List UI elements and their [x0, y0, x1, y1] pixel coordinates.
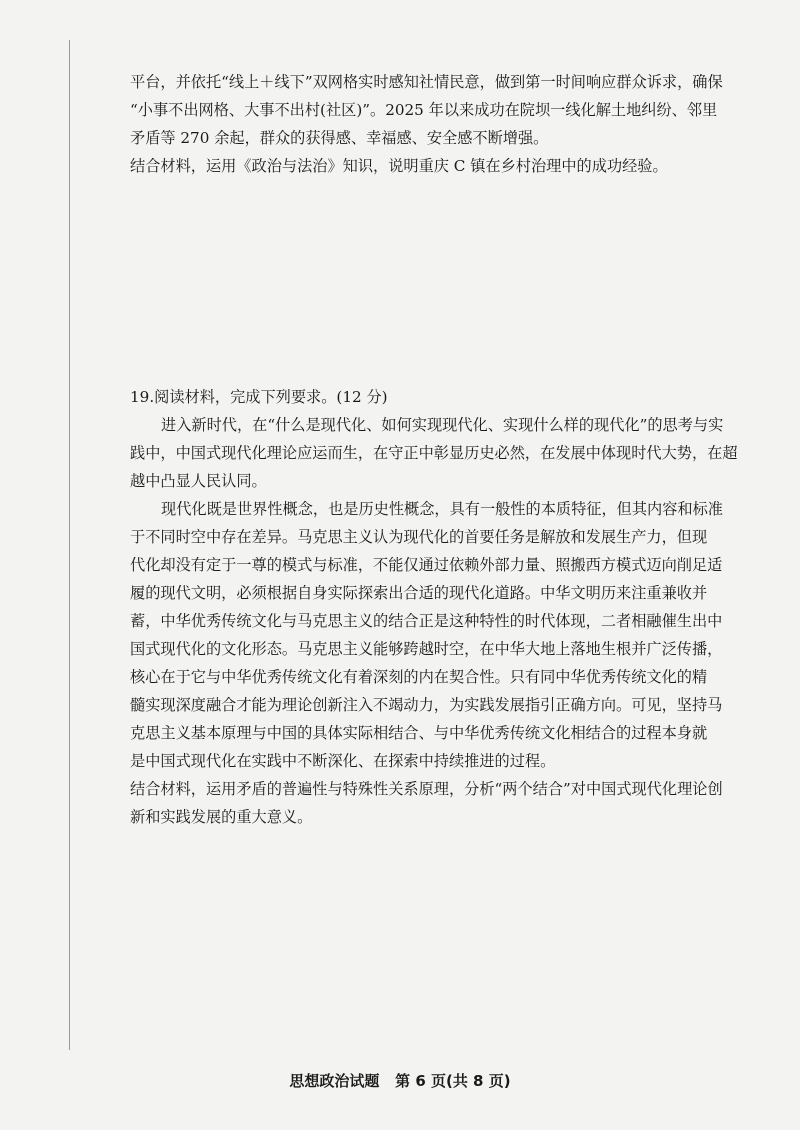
paragraph-line: 进入新时代，在“什么是现代化、如何实现现代化、实现什么样的现代化”的思考与实	[161, 416, 724, 434]
page-footer	[0, 1070, 800, 1091]
question-line: 结合材料，运用矛盾的普遍性与特殊性关系原理，分析“两个结合”对中国式现代化理论创	[130, 780, 723, 798]
q18-question: 结合材料，运用《政治与法治》知识，说明重庆 C 镇在乡村治理中的成功经验。	[130, 157, 668, 175]
binding-margin-line	[69, 40, 70, 1050]
paragraph-line: 国式现代化的文化形态。马克思主义能够跨越时空，在中华大地上落地生根并广泛传播，	[130, 640, 723, 658]
material-line: 矛盾等 270 余起，群众的获得感、幸福感、安全感不断增强。	[130, 129, 549, 147]
footer-page-number: 第 6 页(共 8 页)	[395, 1072, 511, 1090]
material-line: “小事不出网格、大事不出村(社区)”。2025 年以来成功在院坝一线化解土地纠纷、邻里	[130, 101, 718, 119]
question-line: 新和实践发展的重大意义。	[130, 808, 313, 826]
question-19	[130, 383, 738, 831]
paragraph-line: 履的现代文明，必须根据自身实际探索出合适的现代化道路。中华文明历来注重兼收并	[130, 584, 708, 602]
paragraph-line: 蓄，中华优秀传统文化与马克思主义的结合正是这种特性的时代体现，二者相融催生出中	[130, 612, 723, 630]
paragraph-line: 髓实现深度融合才能为理论创新注入不竭动力，为实践发展指引正确方向。可见，坚持马	[130, 696, 723, 714]
q19-paragraph-2	[130, 495, 723, 775]
paragraph-line: 践中，中国式现代化理论应运而生，在守正中彰显历史必然，在发展中体现时代大势，在超	[130, 444, 738, 462]
q19-paragraph-1	[130, 411, 738, 495]
material-line: 平台，并依托“线上＋线下”双网格实时感知社情民意，做到第一时间响应群众诉求，确保	[130, 73, 723, 91]
q19-question	[130, 775, 723, 831]
paragraph-line: 越中凸显人民认同。	[130, 472, 267, 490]
paragraph-line: 克思主义基本原理与中国的具体实际相结合、与中华优秀传统文化相结合的过程本身就	[130, 724, 708, 742]
paragraph-line: 代化却没有定于一尊的模式与标准，不能仅通过依赖外部力量、照搬西方模式迈向削足适	[130, 556, 723, 574]
paragraph-line: 于不同时空中存在差异。马克思主义认为现代化的首要任务是解放和发展生产力，但现	[130, 528, 708, 546]
paragraph-line: 现代化既是世界性概念，也是历史性概念，具有一般性的本质特征，但其内容和标准	[161, 500, 723, 518]
q19-title: 19.阅读材料，完成下列要求。(12 分)	[130, 388, 388, 406]
q18-material-continuation	[130, 68, 723, 180]
footer-subject: 思想政治试题	[289, 1072, 380, 1090]
paragraph-line: 是中国式现代化在实践中不断深化、在探索中持续推进的过程。	[130, 752, 556, 770]
paragraph-line: 核心在于它与中华优秀传统文化有着深刻的内在契合性。只有同中华优秀传统文化的精	[130, 668, 708, 686]
